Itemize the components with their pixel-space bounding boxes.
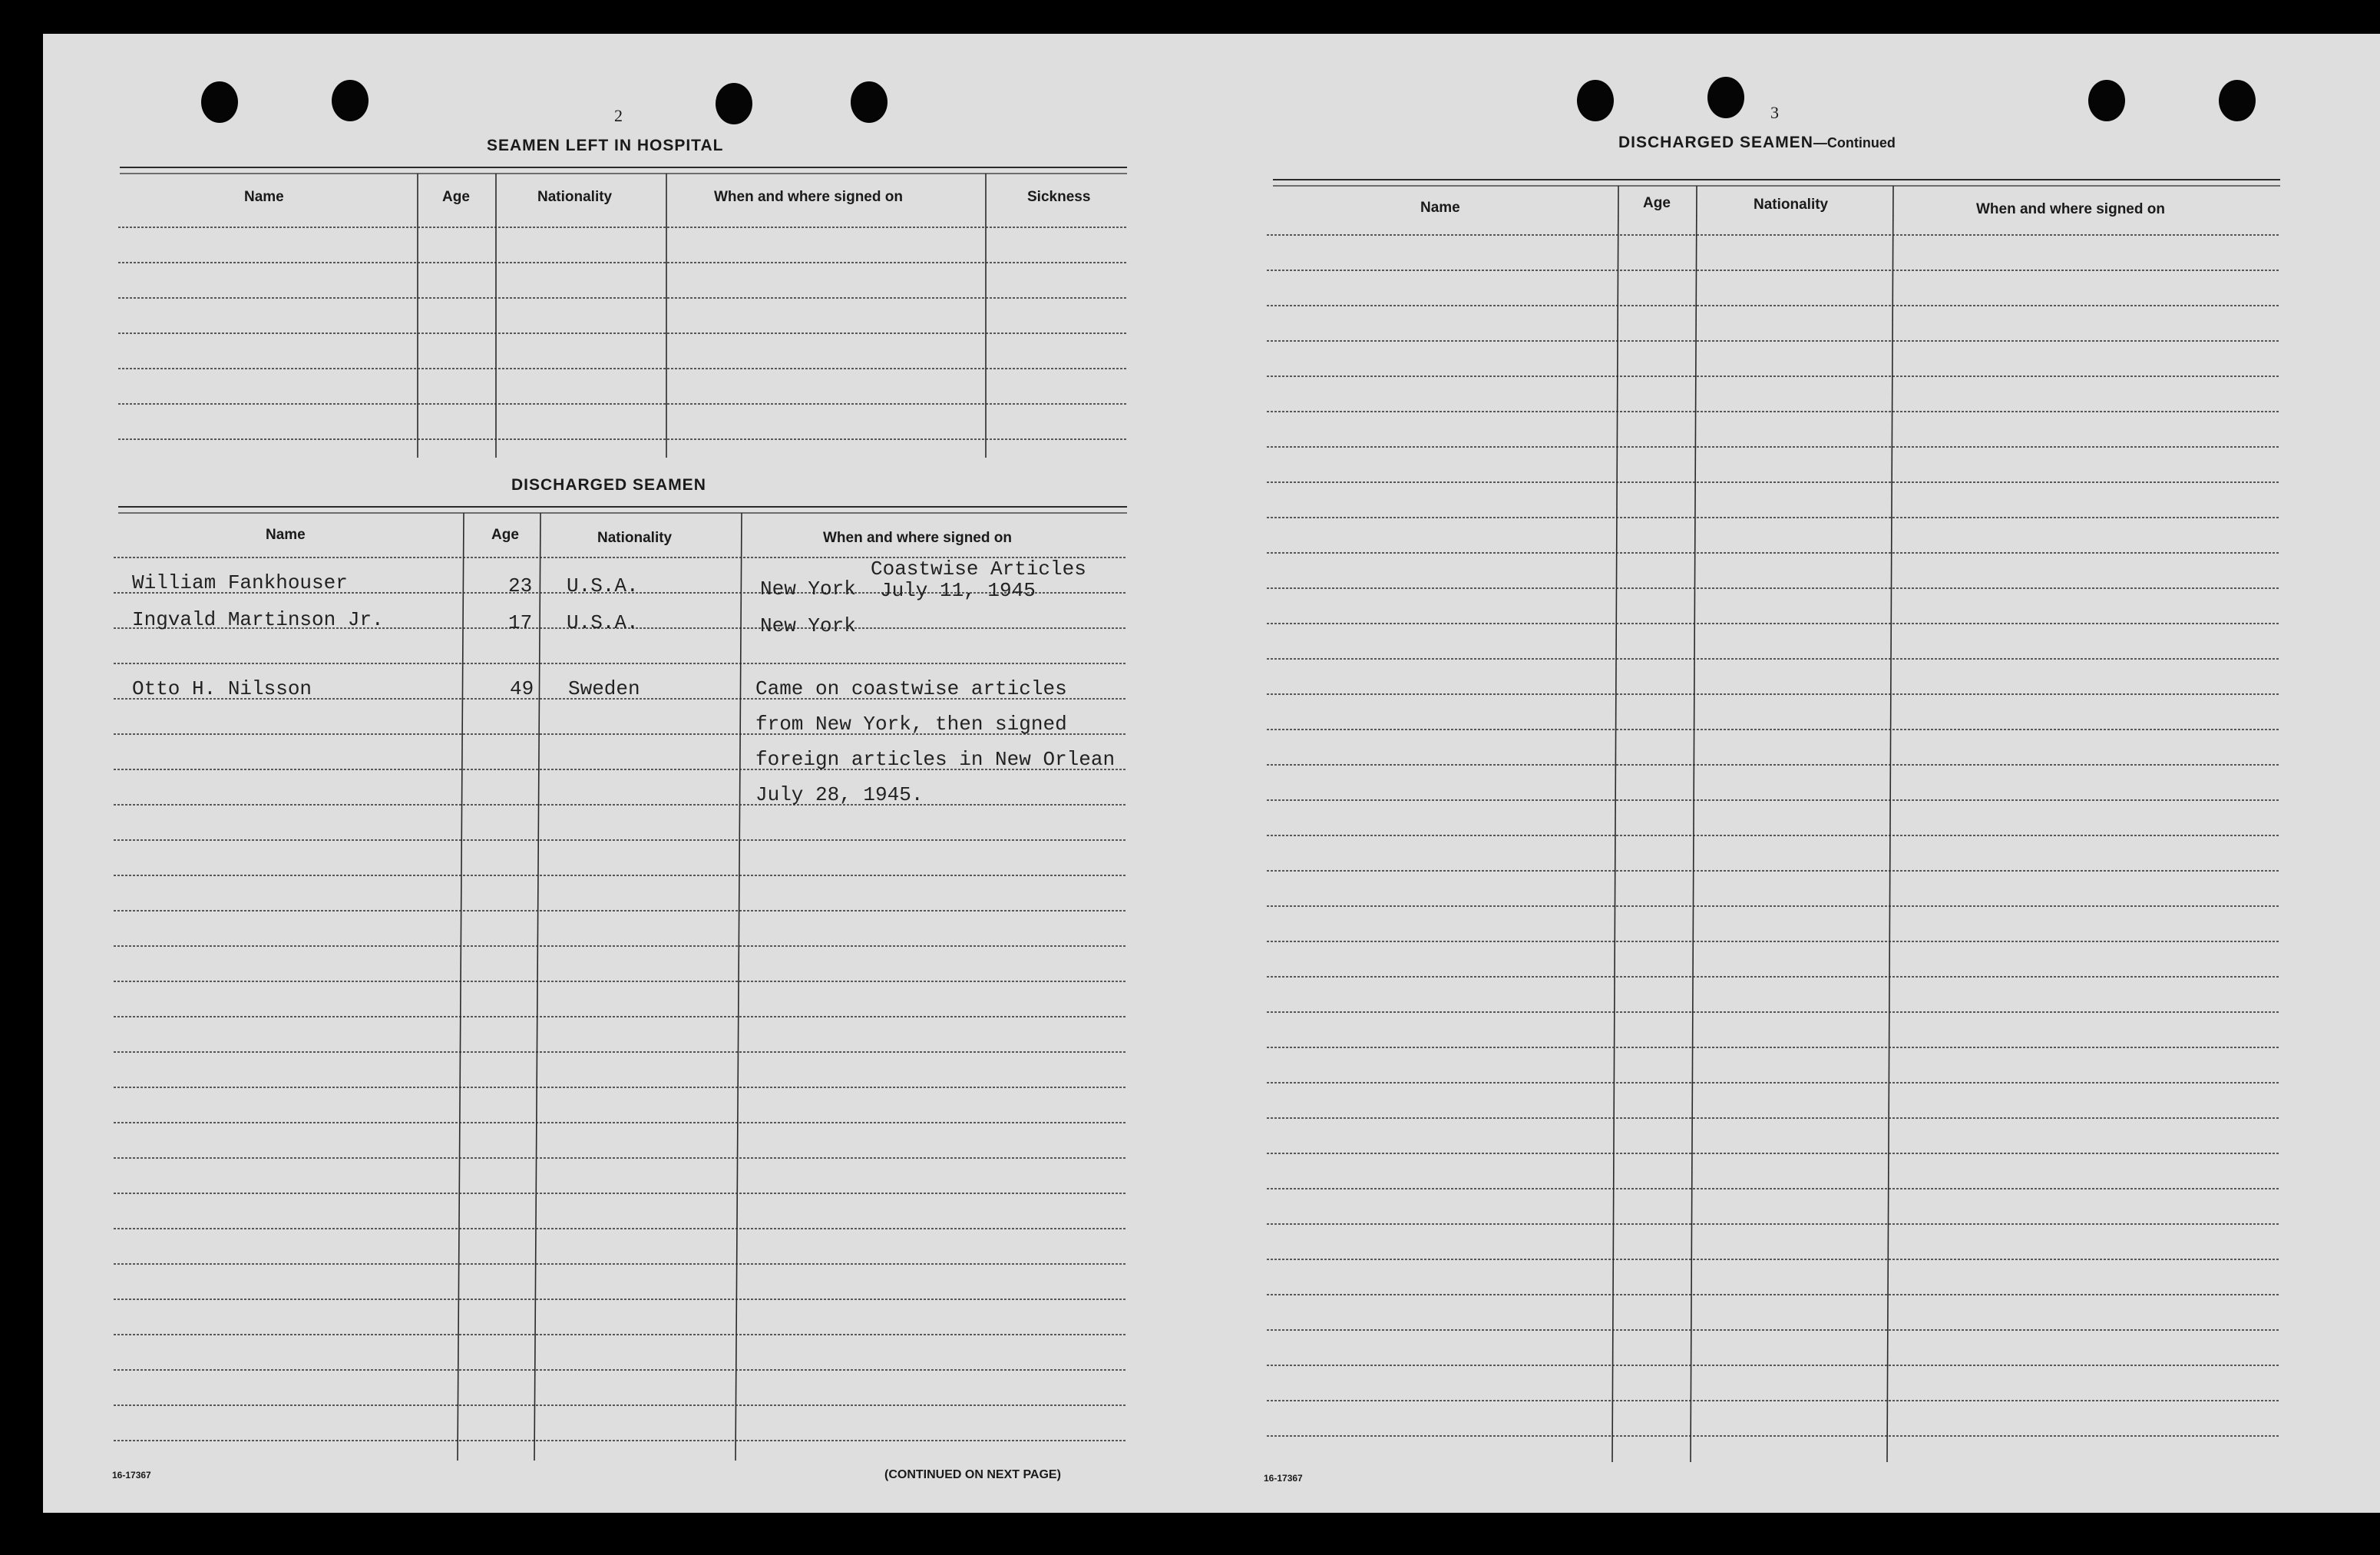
signed-remark-line: Came on coastwise articles <box>755 677 1067 700</box>
column-header-name: Name <box>244 189 284 205</box>
seaman-age: 17 <box>508 611 533 634</box>
signed-place: New York <box>760 614 856 637</box>
column-header-age: Age <box>491 527 519 543</box>
column-divider <box>534 513 540 1461</box>
column-header-nationality: Nationality <box>597 530 673 546</box>
seaman-name: William Fankhouser <box>132 571 348 594</box>
signed-remark-line: from New York, then signed <box>755 713 1067 736</box>
section-title-discharged: DISCHARGED SEAMEN <box>511 476 706 494</box>
column-header-nationality: Nationality <box>1754 197 1829 213</box>
column-divider <box>735 513 742 1461</box>
seaman-nationality: U.S.A. <box>567 574 639 597</box>
column-header-age: Age <box>1643 195 1671 211</box>
seaman-nationality: Sweden <box>568 677 640 700</box>
seaman-name: Otto H. Nilsson <box>132 677 312 700</box>
seaman-nationality: U.S.A. <box>567 611 639 634</box>
continued-footer: (CONTINUED ON NEXT PAGE) <box>884 1468 1061 1481</box>
seaman-age: 49 <box>510 677 534 700</box>
page-number: 2 <box>614 106 623 125</box>
column-header-signed-on: When and where signed on <box>714 189 903 205</box>
column-divider <box>458 513 464 1461</box>
column-header-nationality: Nationality <box>537 189 613 205</box>
seaman-name: Ingvald Martinson Jr. <box>132 608 384 631</box>
section-title-suffix: —Continued <box>1813 135 1896 151</box>
column-divider <box>1612 186 1618 1462</box>
signed-date: July 11, 1945 <box>880 579 1036 602</box>
page-number: 3 <box>1770 103 1779 122</box>
column-divider <box>1887 186 1893 1462</box>
column-header-age: Age <box>442 189 470 205</box>
section-title-discharged-continued <box>1618 134 1896 152</box>
signed-place: New York <box>760 577 856 600</box>
column-header-name: Name <box>266 527 306 543</box>
form-number: 16-17367 <box>1264 1473 1303 1484</box>
signed-note: Coastwise Articles <box>871 557 1086 581</box>
signed-remark-line: July 28, 1945. <box>755 783 924 806</box>
column-header-sickness: Sickness <box>1027 189 1091 205</box>
column-divider <box>1691 186 1697 1462</box>
signed-remark-line: foreign articles in New Orlean <box>755 748 1116 771</box>
column-header-name: Name <box>1420 200 1460 216</box>
column-header-signed-on: When and where signed on <box>1976 201 2165 217</box>
seaman-age: 23 <box>508 574 533 597</box>
column-header-signed-on: When and where signed on <box>823 530 1012 546</box>
section-title-hospital: SEAMEN LEFT IN HOSPITAL <box>487 137 724 154</box>
section-title-text: DISCHARGED SEAMEN <box>1618 134 1813 151</box>
form-number: 16-17367 <box>112 1470 151 1481</box>
